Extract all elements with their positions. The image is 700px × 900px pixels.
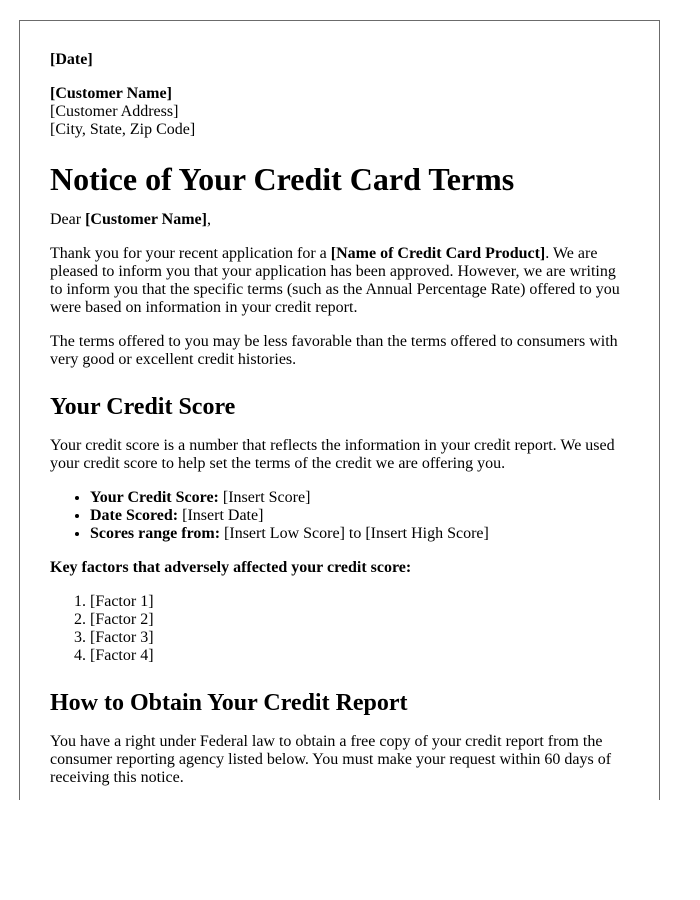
- salutation-suffix: ,: [206, 211, 211, 228]
- detail-label: Your Credit Score:: [90, 489, 219, 506]
- letter-page: [19, 20, 660, 800]
- credit-score-heading: Your Credit Score: [50, 394, 236, 420]
- factors-list: [50, 593, 631, 665]
- report-heading: How to Obtain Your Credit Report: [50, 690, 408, 716]
- intro-paragraph-2: The terms offered to you may be less favorable than the terms offered to consumers with very good or excellent credit histories.: [50, 333, 618, 368]
- customer-name: [Customer Name]: [50, 85, 172, 102]
- list-item: [90, 489, 631, 507]
- detail-value: [Insert Score]: [218, 489, 311, 506]
- date-field: [Date]: [50, 51, 93, 68]
- salutation-name: [Customer Name]: [85, 211, 207, 228]
- detail-value: [Insert Date]: [178, 507, 264, 524]
- salutation: [50, 211, 631, 229]
- intro-text-before: Thank you for your recent application for a: [50, 245, 331, 262]
- intro-text-after: . We are pleased to inform you that your application has been approved. However, we are writing to inform you that the specific terms (such as the Annual Percentage Rate) offered to you were based on information in your credit report.: [50, 245, 620, 316]
- page-title: Notice of Your Credit Card Terms: [50, 161, 515, 197]
- list-item: 1. [Factor 1]: [90, 593, 631, 611]
- list-item: 4. [Factor 4]: [90, 647, 631, 665]
- list-item: 2. [Factor 2]: [90, 611, 631, 629]
- detail-label: Scores range from:: [90, 525, 221, 542]
- detail-value: [Insert Low Score] to [Insert High Score]: [220, 525, 489, 542]
- factors-heading: Key factors that adversely affected your credit score:: [50, 559, 412, 576]
- customer-address: [Customer Address]: [50, 103, 179, 120]
- detail-label: Date Scored:: [90, 507, 179, 524]
- product-name: [Name of Credit Card Product]: [330, 245, 546, 262]
- list-item: [90, 507, 631, 525]
- city-state-zip: [City, State, Zip Code]: [50, 121, 196, 138]
- list-item: 3. [Factor 3]: [90, 629, 631, 647]
- credit-score-details: [50, 489, 631, 543]
- report-paragraph: You have a right under Federal law to obtain a free copy of your credit report from the consumer reporting agency listed below. You must make your request within 60 days of receiving this notice.: [50, 733, 612, 786]
- credit-score-description: Your credit score is a number that reflects the information in your credit report. We used your credit score to help set the terms of the credit we are offering you.: [50, 437, 615, 472]
- salutation-prefix: Dear: [50, 211, 86, 228]
- intro-paragraph-1: [50, 245, 631, 317]
- list-item: [90, 525, 631, 543]
